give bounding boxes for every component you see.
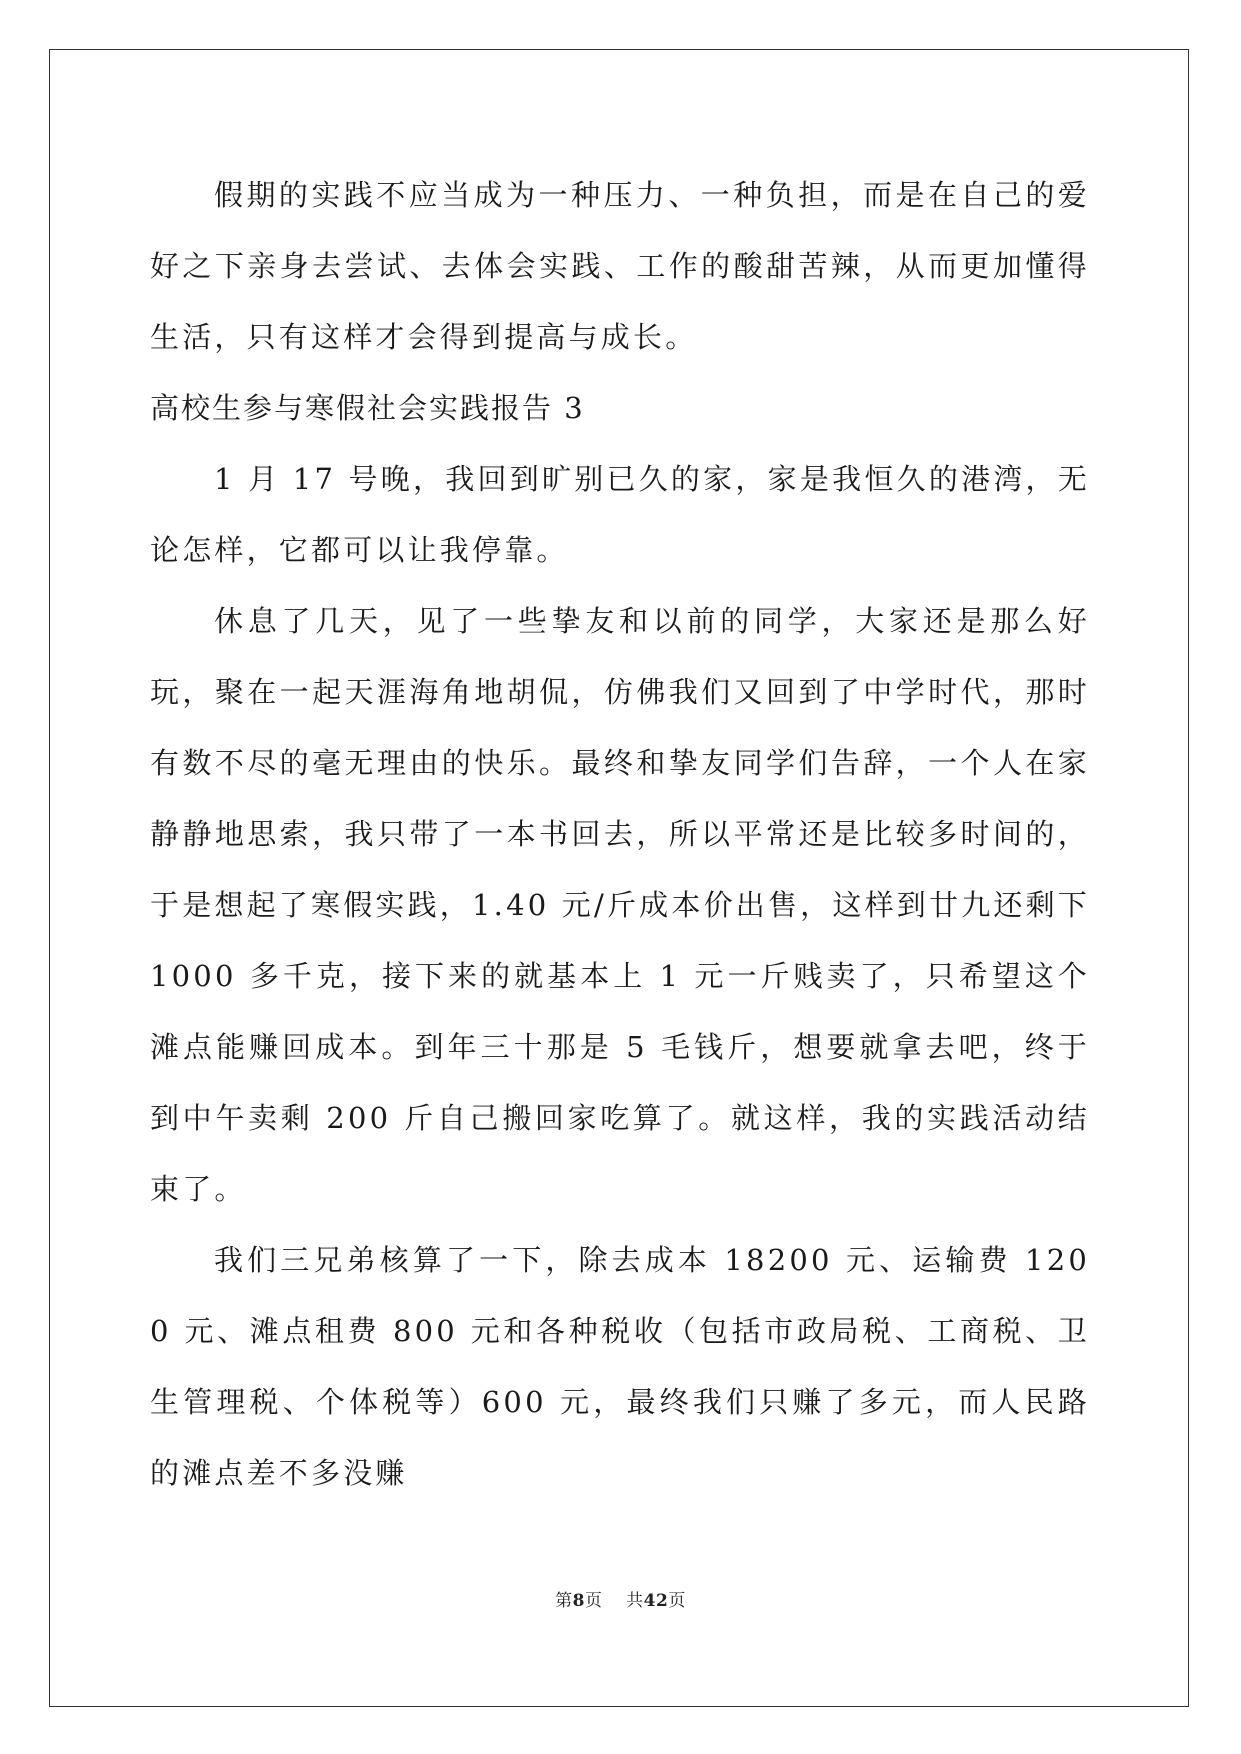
document-body bbox=[150, 160, 1090, 1509]
paragraph-winter-practice: 休息了几天，见了一些挚友和以前的同学，大家还是那么好玩，聚在一起天涯海角地胡侃，仿佛我们又回到了中学时代，那时有数不尽的毫无理由的快乐。最终和挚友同学们告辞，一个人在家静静地思索，我只带了一本书回去，所以平常还是比较多时间的，于是想起了寒假实践，1.40 元/斤成本价出售，这样到廿九还剩下 1000 多千克，接下来的就基本上 1 元一斤贱卖了，只希望这个滩点能赚回成本。到年三十那是 5 毛钱斤，想要就拿去吧，终于到中午卖剩 200 斤自己搬回家吃算了。就这样，我的实践活动结束了。 bbox=[150, 604, 1090, 1206]
footer-total-suffix: 页 bbox=[668, 1591, 686, 1611]
paragraph-return-home: 1 月 17 号晚，我回到旷别已久的家，家是我恒久的港湾，无论怎样，它都可以让我停靠。 bbox=[150, 462, 1090, 567]
page-footer bbox=[0, 1586, 1241, 1611]
footer-page-suffix: 页 bbox=[585, 1591, 603, 1611]
footer-total-pages: 42 bbox=[643, 1591, 669, 1611]
paragraph-practice-attitude: 假期的实践不应当成为一种压力、一种负担，而是在自己的爱好之下亲身去尝试、去体会实践、工作的酸甜苦辣，从而更加懂得生活，只有这样才会得到提高与成长。 bbox=[150, 178, 1090, 354]
section-heading: 高校生参与寒假社会实践报告 3 bbox=[150, 391, 585, 425]
footer-total-prefix: 共 bbox=[626, 1591, 644, 1611]
paragraph-cost-accounting: 我们三兄弟核算了一下，除去成本 18200 元、运输费 1200 元、滩点租费 800 元和各种税收（包括市政局税、工商税、卫生管理税、个体税等）600 元，最终我们只赚了多元，而人民路的滩点差不多没赚 bbox=[150, 1243, 1090, 1490]
footer-page-number: 8 bbox=[572, 1591, 586, 1611]
footer-prefix: 第 bbox=[555, 1591, 573, 1611]
